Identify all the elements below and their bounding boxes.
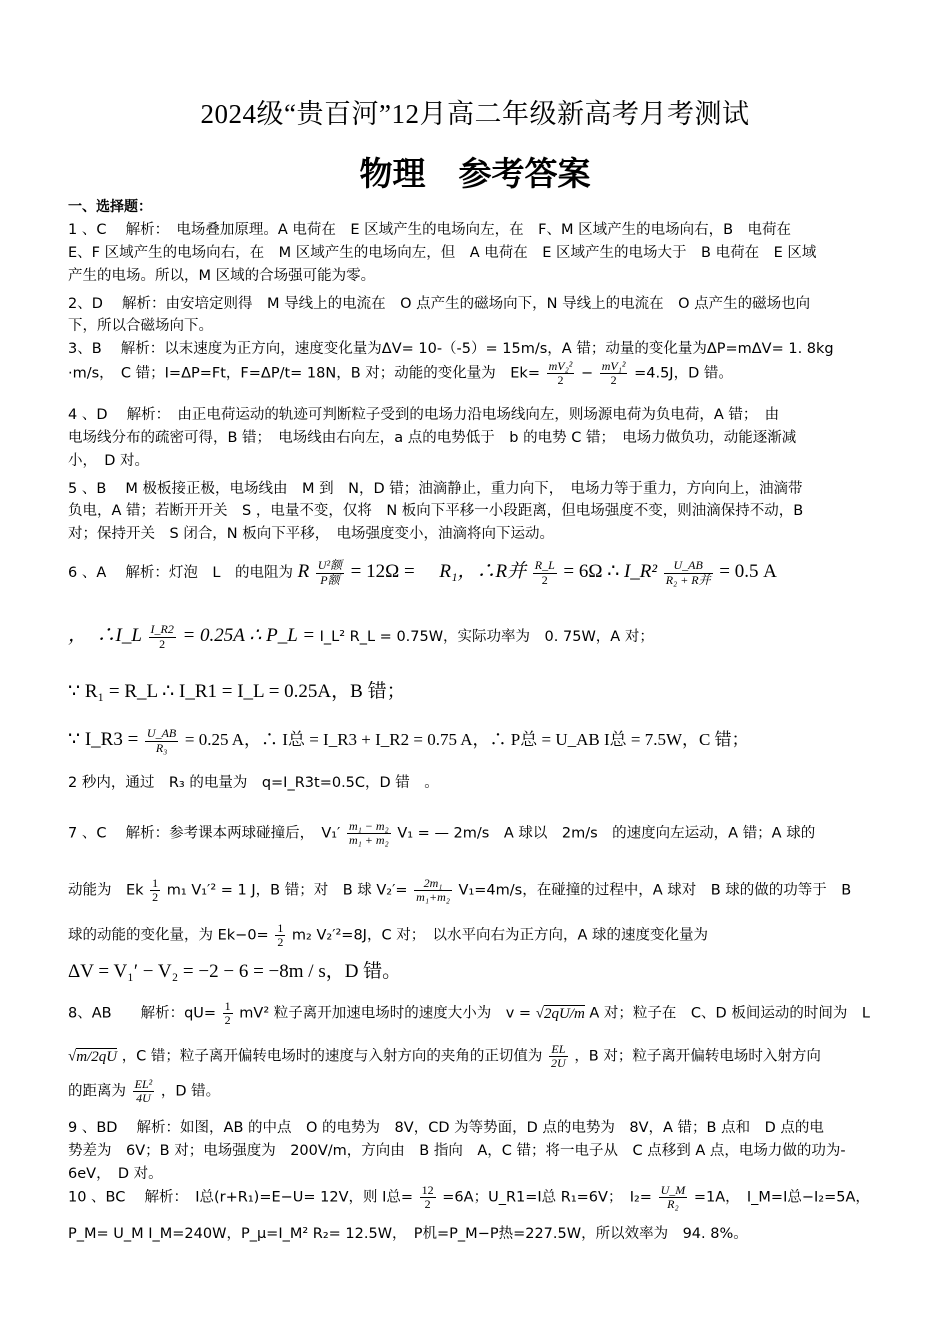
fraction-denominator: R₂: [667, 1197, 679, 1212]
answer-q1-line1: 1 、C 解析： 电场叠加原理。A 电荷在 E 区域产生的电场向左，在 F、M 区域产生的电场向右，B 电荷在: [68, 222, 792, 238]
answer-q7-line2-end: V₁=4m/s，在碰撞的过程中，A 球对 B 球的做的功等于 B: [458, 882, 852, 899]
answer-q6-line5: 2 秒内，通过 R₃ 的电量为 q=I_R3t=0.5C，D 错 。: [68, 775, 439, 791]
minus-sign: −: [580, 365, 594, 382]
fraction-half: [150, 877, 160, 904]
fraction-numerator: U_M: [660, 1183, 686, 1197]
fraction-numerator: mV₂²: [548, 359, 573, 373]
fraction-rl-half: [533, 559, 557, 586]
answer-q7-line2-text: 动能为 Ek: [68, 882, 144, 899]
fraction-denominator: R₃: [155, 740, 168, 755]
answer-q1-line2: E、F 区域产生的电场向右，在 M 区域产生的电场向左，但 A 电荷在 E 区域产生的电场大于 B 电荷在 E 区域: [68, 245, 817, 261]
fraction-numerator: 12: [421, 1183, 434, 1197]
answer-q6-line2-text: I_L² R_L = 0.75W，实际功率为 0. 75W，A 对；: [319, 629, 654, 645]
answer-q10-line1-text: 10 、BC 解析： I总(r+R₁)=E−U= 12V，则 I总=: [68, 1189, 414, 1206]
answer-q6-line4: [68, 725, 749, 755]
symbol-rl: R: [297, 561, 310, 582]
answer-key-subtitle: 物理 参考答案: [359, 154, 591, 193]
fraction-numerator: U²额: [317, 558, 343, 573]
unit-ampere: A: [763, 561, 777, 582]
symbol-ir: I_R²: [623, 561, 658, 582]
fraction-numerator: 1: [224, 999, 231, 1013]
equation-part: = 0.25 A，∴ I总 = I_R3 + I_R2 = 0.75 A，∴ P总 = U_AB I总 = 7.5W，C 错；: [184, 730, 749, 749]
fraction-numerator: m₁ − m₂: [348, 819, 389, 833]
answer-q8-line3-end: ，D 错。: [160, 1083, 221, 1100]
equation-part: = 12Ω =: [350, 561, 415, 582]
fraction-numerator: R_L: [534, 558, 555, 573]
equation-part: ΔV = V₁′ − V₂ = −2 − 6 = −8m / s，D 错。: [68, 961, 402, 982]
fraction-rated: [316, 559, 344, 586]
answer-q4-line2: 电场线分布的疏密可得，B 错； 电场线由右向左，a 点的电势低于 b 的电势 C 错； 电场力做负功，动能逐渐减: [68, 430, 797, 446]
equation-part: ∵ R₁ = R_L ∴ I_R1 = I_L = 0.25A，B 错；: [68, 681, 406, 702]
answer-q3-line2: [68, 360, 733, 387]
answer-q7-line4: [68, 956, 401, 983]
symbol-r1-parallel: R₁，∴R并: [439, 561, 527, 582]
fraction-numerator: U_AB: [146, 726, 177, 741]
fraction-numerator: 2m₁: [414, 877, 452, 891]
answer-q8-line2-end: ，B 对；粒子离开偏转电场时入射方向: [574, 1048, 821, 1065]
fraction-current-total: [420, 1184, 436, 1211]
fraction-numerator: 1: [152, 876, 159, 890]
answer-q7-line2: [68, 877, 851, 904]
answer-q7-line3-end: m₂ V₂′²=8J，C 对； 以水平向右为正方向，A 球的速度变化量为: [291, 927, 708, 944]
answer-q9-line3: 6eV， D 对。: [68, 1166, 163, 1182]
answer-q3-line1: 3、B 解析：以末速度为正方向，速度变化量为ΔV= 10-（-5）= 15m/s，A 错；动量的变化量为ΔP=mΔV= 1. 8kg: [68, 341, 834, 357]
fraction-i2: [659, 1184, 688, 1211]
fraction-denominator: 2: [277, 935, 284, 950]
fraction-denominator: R₂ + R并: [665, 572, 711, 587]
fraction-half: [275, 922, 285, 949]
answer-q8-line1-end: A 对；粒子在 C、D 板间运动的时间为 L: [589, 1005, 870, 1022]
answer-q9-line2: 势差为 6V；B 对；电场强度为 200V/m，方向由 B 指向 A，C 错；将一电子从 C 点移到 A 点，电场力做的功为-: [68, 1143, 846, 1159]
answer-q5-line1: 5 、B M 极板接正极，电场线由 M 到 N，D 错；油滴静止，重力向下， 电场力等于重力，方向向上，油滴带: [68, 481, 803, 497]
answer-q4-line3: 小， D 对。: [68, 453, 150, 469]
fraction-numerator: EL²: [134, 1077, 153, 1091]
fraction-ir2-half: [149, 623, 176, 650]
answer-q8-line3-text: 的距离为: [68, 1083, 126, 1100]
sqrt-velocity: √2qU/m: [535, 1005, 585, 1022]
fraction-denominator: 2: [557, 373, 564, 388]
answer-q6-line1: [68, 556, 777, 587]
answer-q3-line2-result: =4.5J，D 错。: [634, 365, 733, 382]
answer-q10-line1-end: =1A， I_M=I总−I₂=5A，: [693, 1189, 870, 1206]
fraction-denominator: 2: [152, 890, 159, 905]
fraction-denominator: 2: [224, 1013, 231, 1028]
sqrt-time: √m/2qU: [68, 1048, 118, 1065]
fraction-numerator: 1: [277, 921, 284, 935]
fraction-denominator: m₁ + m₂: [348, 833, 389, 848]
exam-title: 2024级“贵百河”12月高二年级新高考月考测试: [200, 99, 750, 129]
answer-q7-line3-text: 球的动能的变化量，为 Ek−0=: [68, 927, 269, 944]
answer-q7-line1-text: 7 、C 解析：参考课本两球碰撞后， V₁′: [68, 825, 341, 842]
answer-q8-line2-text: ，C 错；粒子离开偏转电场时的速度与入射方向的夹角的正切值为: [121, 1048, 543, 1065]
fraction-denominator: P额: [320, 572, 340, 587]
fraction-mass-ratio: [347, 820, 391, 847]
fraction-denominator: 2U: [551, 1056, 566, 1071]
fraction-tan: [549, 1043, 568, 1070]
fraction-denominator: 4U: [136, 1091, 151, 1106]
fraction-mass-b: [414, 877, 452, 904]
fraction-denominator: 2: [424, 1197, 431, 1212]
answer-q3-line2-text: ·m/s， C 错；I=ΔP=Ft，F=ΔP/t= 18N，B 对；动能的变化量为 Ek=: [68, 365, 540, 382]
fraction-offset: [133, 1078, 155, 1105]
equation-part: = 0.25A ∴ P_L =: [182, 625, 316, 646]
sqrt-content: m/2qU: [76, 1048, 118, 1065]
answer-q1-line3: 产生的电场。所以，M 区域的合场强可能为零。: [68, 268, 376, 284]
fraction-numerator: U_AB: [664, 559, 713, 573]
answer-q8-line1: [68, 1000, 870, 1027]
fraction-numerator: EL: [549, 1043, 568, 1057]
equation-part: ， ∴I_L: [68, 625, 142, 646]
answer-q7-line1: [68, 820, 815, 847]
answer-q5-line2: 负电，A 错；若断开开关 S ，电量不变，仅将 N 板向下平移一小段距离，但电场强度不变，则油滴保持不动，B: [68, 503, 804, 519]
fraction-numerator: I_R2: [150, 622, 174, 637]
answer-q7-line1-result: V₁ = — 2m/s A 球以 2m/s 的速度向左运动，A 错；A 球的: [397, 825, 816, 842]
answer-q9-line1: 9 、BD 解析：如图，AB 的中点 O 的电势为 8V，CD 为等势面，D 点的电势为 8V，A 错；B 点和 D 点的电: [68, 1120, 824, 1136]
answer-q10-line2: P_M= U_M I_M=240W，P_μ=I_M² R₂= 12.5W， P机=P_M−P热=227.5W，所以效率为 94. 8%。: [68, 1226, 748, 1242]
fraction-half: [223, 1000, 233, 1027]
equation-part: = 0.5: [719, 561, 759, 582]
fraction-kinetic-initial: [600, 360, 628, 387]
sqrt-content: 2qU/m: [543, 1005, 585, 1022]
fraction-denominator: m₁+m₂: [416, 890, 450, 905]
fraction-uab-r3: [145, 727, 178, 754]
answer-q10-line1-mid: =6A；U_R1=I总 R₁=6V； I₂=: [442, 1189, 652, 1206]
fraction-denominator: 2: [159, 636, 166, 651]
section-heading-choice: 一、选择题：: [68, 199, 152, 215]
answer-q7-line3: [68, 922, 708, 949]
answer-q8-line2: [68, 1043, 821, 1070]
fraction-kinetic-final: [547, 360, 575, 387]
answer-q4-line1: 4 、D 解析： 由正电荷运动的轨迹可判断粒子受到的电场力沿电场线向左，则场源电荷为负电荷，A 错； 由: [68, 407, 780, 423]
answer-q8-line3: [68, 1078, 220, 1105]
fraction-denominator: 2: [541, 572, 548, 587]
fraction-numerator: mV₁²: [601, 359, 626, 373]
fraction-denominator: 2: [610, 373, 617, 388]
answer-q5-line3: 对；保持开关 S 闭合，N 板向下平移， 电场强度变小，油滴将向下运动。: [68, 526, 555, 542]
answer-q8-line1-text: 8、AB 解析：qU=: [68, 1005, 217, 1022]
answer-q6-line3: [68, 676, 406, 703]
answer-q8-line1-mid: mV² 粒子离开加速电场时的速度大小为 v =: [239, 1005, 532, 1022]
answer-q10-line1: [68, 1184, 870, 1211]
equation-part: = 6Ω ∴: [563, 561, 620, 582]
answer-q7-line2-mid: m₁ V₁′² = 1 J，B 错；对 B 球 V₂′=: [166, 882, 408, 899]
answer-q2-line2: 下，所以合磁场向下。: [68, 318, 213, 334]
fraction-current: [664, 559, 713, 586]
answer-q6-line1-text: 6 、A 解析：灯泡 L 的电阻为: [68, 565, 293, 581]
answer-q2-line1: 2、D 解析：由安培定则得 M 导线上的电流在 O 点产生的磁场向下，N 导线上的电流在 O 点产生的磁场也向: [68, 296, 811, 312]
answer-q6-line2: [68, 620, 654, 651]
equation-part: ∵ I_R3 =: [68, 729, 139, 750]
